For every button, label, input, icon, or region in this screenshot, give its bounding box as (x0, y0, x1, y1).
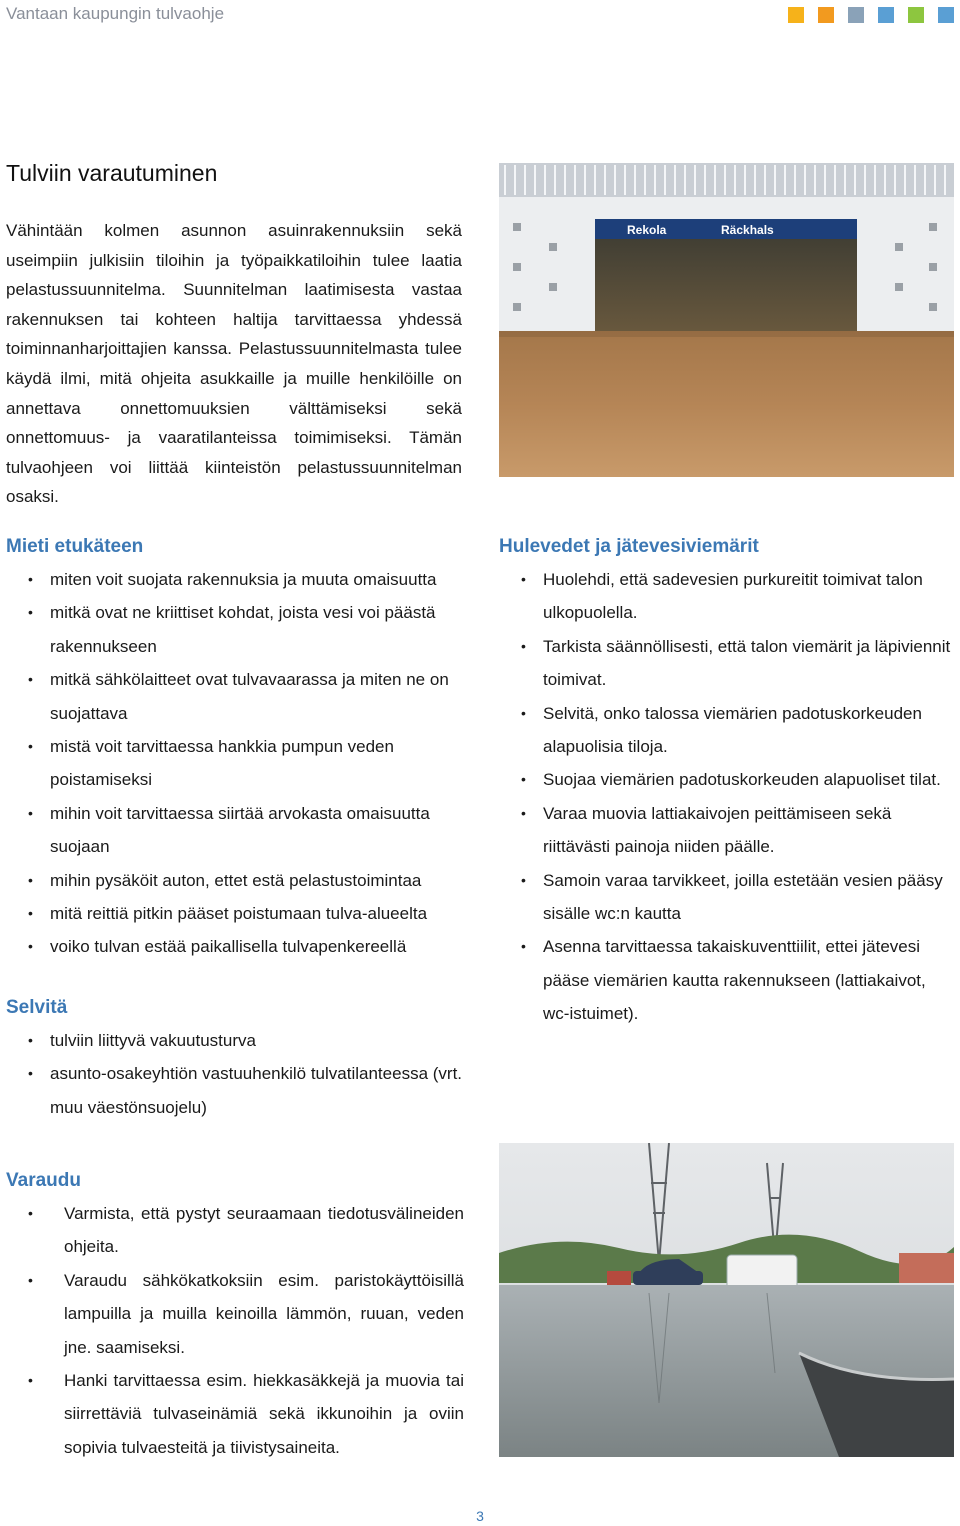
document-header-title: Vantaan kaupungin tulvaohje (6, 4, 225, 23)
list-item: • Asenna tarvittaessa takaiskuventtiilit, ettei jätevesi pääse viemärien kautta rakennukseen (lattiakaivot, wc-istuimet). (499, 930, 955, 1030)
list-item: • Tarkista säännöllisesti, että talon viemärit ja läpiviennit toimivat. (499, 630, 955, 697)
svg-text:Räckhals: Räckhals (721, 223, 774, 237)
list-item: • mitkä ovat ne kriittiset kohdat, joista vesi voi päästä rakennukseen (6, 596, 464, 663)
color-square (788, 7, 804, 23)
list-item: • Varmista, että pystyt seuraamaan tiedotusvälineiden ohjeita. (6, 1197, 464, 1264)
varaudu-section (6, 1164, 464, 1464)
list-item: • mitkä sähkölaitteet ovat tulvavaarassa ja miten ne on suojattava (6, 663, 464, 730)
hulevedet-heading: Hulevedet ja jätevesiviemärit (499, 536, 759, 557)
list-item: • Huolehdi, että sadevesien purkureitit toimivat talon ulkopuolella. (499, 563, 955, 630)
header-color-squares (788, 7, 954, 23)
mieti-heading: Mieti etukäteen (6, 536, 144, 557)
color-square (878, 7, 894, 23)
list-item: • Selvitä, onko talossa viemärien padotuskorkeuden alapuolisia tiloja. (499, 697, 955, 764)
list-item: • Varaa muovia lattiakaivojen peittämiseen sekä riittävästi painoja niiden päälle. (499, 797, 955, 864)
color-square (818, 7, 834, 23)
hulevedet-list (499, 563, 955, 1031)
varaudu-heading: Varaudu (6, 1170, 81, 1191)
list-item: • tulviin liittyvä vakuutusturva (6, 1024, 464, 1057)
flooded-parking-lot-photo (499, 1143, 954, 1457)
list-item: • mistä voit tarvittaessa hankkia pumpun veden poistamiseksi (6, 730, 464, 797)
section-heading: Tulviin varautuminen (6, 160, 218, 186)
intro-text: Vähintään kolmen asunnon asuinrakennuksiin sekä useimpiin julkisiin tiloihin ja työpaikkatiloihin tulee laatia pelastussuunnitelma. Suunnitelman laatimisesta vastaa rakennuksen tai kohteen haltija tarvittaessa yhdessä toiminnanharjoittajien kanssa. Pelastussuunnitelmasta tulee käydä ilmi, mitä ohjeita asukkaille ja muille henkilöille on annettava onnettomuuksien välttämiseksi sekä onnettomuus- ja vaaratilanteissa toimimiseksi. Tämän tulvaohjeen voi liittää kiinteistön pelastussuunnitelman osaksi. (6, 221, 462, 507)
list-item: • mitä reittiä pitkin pääset poistumaan tulva-alueelta (6, 897, 464, 930)
intro-paragraph (6, 216, 462, 512)
flooded-underpass-photo (499, 163, 954, 477)
list-item: • voiko tulvan estää paikallisella tulvapenkereellä (6, 930, 464, 963)
svg-text:Rekola: Rekola (627, 223, 667, 237)
color-square (908, 7, 924, 23)
list-item: • miten voit suojata rakennuksia ja muuta omaisuutta (6, 563, 464, 596)
selvita-list (6, 1024, 464, 1124)
varaudu-list (6, 1197, 464, 1464)
list-item: • Samoin varaa tarvikkeet, joilla estetään vesien pääsy sisälle wc:n kautta (499, 864, 955, 931)
list-item: • Suojaa viemärien padotuskorkeuden alapuoliset tilat. (499, 763, 955, 796)
left-column (6, 530, 464, 1124)
selvita-heading: Selvitä (6, 996, 68, 1018)
color-square (938, 7, 954, 23)
list-item: • mihin voit tarvittaessa siirtää arvokasta omaisuutta suojaan (6, 797, 464, 864)
list-item: • mihin pysäköit auton, ettet estä pelastustoimintaa (6, 864, 464, 897)
color-square (848, 7, 864, 23)
list-item: • asunto-osakeyhtiön vastuuhenkilö tulvatilanteessa (vrt. muu väestönsuojelu) (6, 1057, 464, 1124)
page-number: 3 (476, 1508, 484, 1524)
mieti-list (6, 563, 464, 964)
list-item: • Hanki tarvittaessa esim. hiekkasäkkejä ja muovia tai siirrettäviä tulvaseinämiä sekä ikkunoihin ja oviin sopivia tulvaesteitä ja tiivistysaineita. (6, 1364, 464, 1464)
right-column (499, 530, 955, 1031)
list-item: • Varaudu sähkökatkoksiin esim. paristokäyttöisillä lampuilla ja muilla keinoilla lämmön, ruuan, veden jne. saamiseksi. (6, 1264, 464, 1364)
